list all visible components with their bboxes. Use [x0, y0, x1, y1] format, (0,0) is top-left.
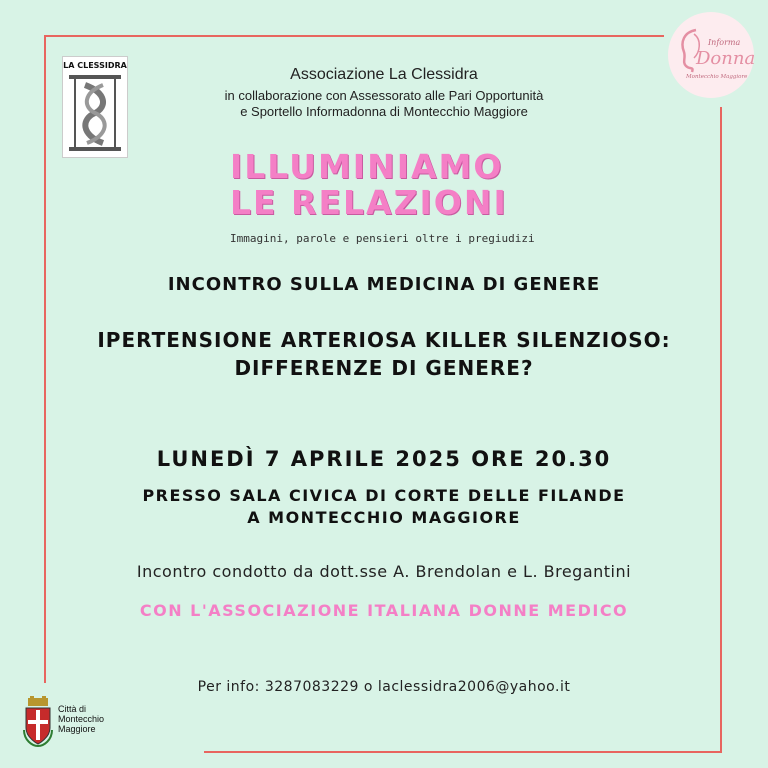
event-place — [0, 485, 768, 529]
decorative-frame — [44, 35, 722, 753]
event-contact-info: Per info: 3287083229 o laclessidra2006@yahoo.it — [197, 679, 571, 695]
collaboration-text — [0, 88, 768, 120]
informa-location: Montecchio Maggiore — [686, 74, 748, 80]
event-date: LUNEDÌ 7 APRILE 2025 ORE 20.30 — [156, 447, 612, 471]
city-name — [58, 704, 104, 734]
event-topic — [0, 326, 768, 382]
title-line-1: ILLUMINIAMO — [230, 147, 504, 186]
donna-word: Donna — [696, 48, 756, 69]
event-heading: INCONTRO SULLA MEDICINA DI GENERE — [167, 274, 601, 295]
topic-line-2: DIFFERENZE DI GENERE? — [234, 356, 534, 380]
city-line-1: Città di — [58, 704, 87, 714]
place-line-1: PRESSO SALA CIVICA DI CORTE DELLE FILANDE — [142, 486, 626, 505]
informa-word: Informa — [708, 38, 741, 47]
title-line-2: LE RELAZIONI — [230, 183, 508, 222]
association-name: Associazione La Clessidra — [290, 66, 478, 83]
informadonna-logo — [668, 12, 754, 98]
event-partner: CON L'ASSOCIAZIONE ITALIANA DONNE MEDICO — [139, 601, 629, 620]
collab-line-1: in collaborazione con Assessorato alle Pari Opportunità — [224, 88, 544, 103]
collab-line-2: e Sportello Informadonna di Montecchio Maggiore — [240, 104, 528, 119]
city-crest-icon — [22, 696, 54, 748]
city-line-3: Maggiore — [58, 724, 96, 734]
frame-bottom — [204, 751, 722, 753]
place-line-2: A MONTECCHIO MAGGIORE — [247, 508, 521, 527]
title-subtitle: Immagini, parole e pensieri oltre i pregiudizi — [230, 232, 535, 245]
topic-line-1: IPERTENSIONE ARTERIOSA KILLER SILENZIOSO: — [97, 328, 671, 352]
logo-caption: LA CLESSIDRA — [63, 61, 127, 70]
event-speakers: Incontro condotto da dott.sse A. Brendolan e L. Bregantini — [136, 562, 632, 581]
city-line-2: Montecchio — [58, 714, 105, 724]
frame-top — [44, 35, 664, 37]
frame-right — [720, 107, 722, 753]
